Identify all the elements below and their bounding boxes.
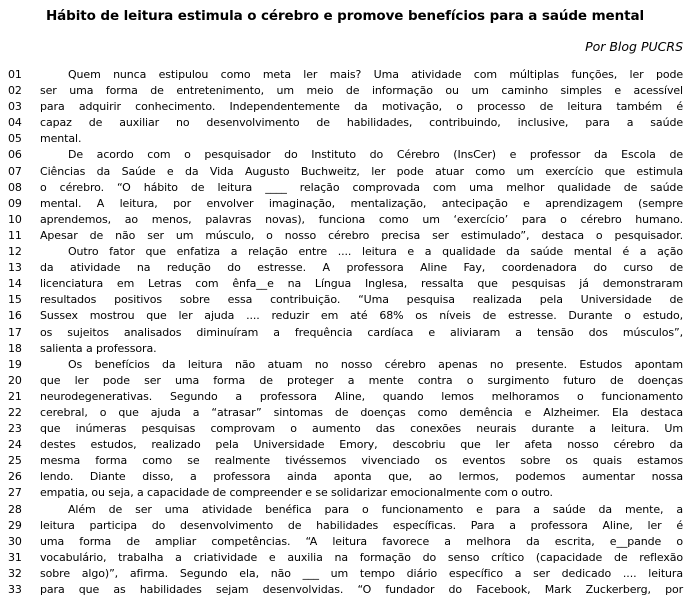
text-line-row [0, 421, 690, 437]
text-line-row [0, 292, 690, 308]
text-line-row [0, 469, 690, 485]
line-number: 23 [8, 422, 22, 436]
text-lines [0, 67, 690, 598]
line-number: 15 [8, 293, 22, 307]
line-number: 26 [8, 470, 22, 484]
line-text: mental. A leitura, por envolver imaginação, mentalização, antecipação e aprendizagem (sempre [40, 196, 683, 210]
text-line-row [0, 164, 690, 180]
text-line-row [0, 485, 690, 501]
line-text: uma forma de ampliar competências. “A leitura favorece a melhora da escrita, e__pande o [40, 534, 683, 548]
line-number: 09 [8, 196, 22, 210]
line-number: 33 [8, 583, 22, 596]
line-text: capaz de auxiliar no desenvolvimento de habilidades, contribuindo, inclusive, para a saúde [40, 116, 683, 130]
line-text: para adquirir conhecimento. Independentemente da motivação, o processo de leitura também é [40, 100, 683, 114]
line-number: 06 [8, 148, 22, 162]
line-text: Os benefícios da leitura não atuam no nosso cérebro apenas no presente. Estudos apontam [68, 357, 683, 371]
byline: Por Blog PUCRS [585, 39, 683, 54]
text-line-row [0, 99, 690, 115]
line-text: Ciências da Saúde e da Vida Augusto Buchweitz, ler pode atuar como um exercício que estimula [40, 164, 683, 178]
line-text: mesma forma como se realmente tivéssemos vivenciado os eventos sobre os quais estamos [40, 454, 683, 468]
line-number: 20 [8, 373, 22, 387]
text-line-row [0, 212, 690, 228]
line-number: 27 [8, 486, 22, 500]
line-number: 05 [8, 132, 22, 146]
text-line-row [0, 83, 690, 99]
line-text: vocabulário, trabalha a criatividade e auxilia na formação do senso crítico (capacidade de reflexão [40, 550, 683, 564]
line-number: 02 [8, 84, 22, 98]
text-line-row [0, 550, 690, 566]
line-number: 07 [8, 164, 22, 178]
text-line-row [0, 325, 690, 341]
text-line-row [0, 308, 690, 324]
line-number: 13 [8, 261, 22, 275]
text-line-row [0, 437, 690, 453]
text-line-row [0, 566, 690, 582]
line-text: empatia, ou seja, a capacidade de compreender e se solidarizar emocionalmente com o outro. [40, 486, 553, 500]
line-text: De acordo com o pesquisador do Instituto do Cérebro (InsCer) e professor da Escola de [68, 148, 683, 162]
line-text: da atividade na redução do estresse. A professora Aline Fay, coordenadora do curso de [40, 261, 683, 275]
text-line-row [0, 453, 690, 469]
line-text: leitura participa do desenvolvimento de habilidades específicas. Para a professora Aline, ler é [40, 518, 683, 532]
line-text: neurodegenerativas. Segundo a professora Aline, quando lemos melhoramos o funcionamento [40, 389, 683, 403]
line-text: que inúmeras pesquisas comprovam o aumento das conexões neurais durante a leitura. Um [40, 422, 683, 436]
line-number: 08 [8, 180, 22, 194]
text-line-row [0, 341, 690, 357]
line-text: que ler pode ser uma forma de proteger a mente contra o surgimento futuro de doenças [40, 373, 683, 387]
line-number: 19 [8, 357, 22, 371]
text-line-row [0, 582, 690, 598]
line-number: 25 [8, 454, 22, 468]
line-number: 30 [8, 534, 22, 548]
line-text: Além de ser uma atividade benéfica para o funcionamento e para a saúde da mente, a [68, 502, 683, 516]
line-text: os sujeitos analisados diminuíram a frequência cardíaca e aliviaram a tensão dos músculos”, [40, 325, 683, 339]
line-text: Outro fator que enfatiza a relação entre .... leitura e a qualidade da saúde mental é a ação [68, 245, 683, 259]
line-number: 03 [8, 100, 22, 114]
line-text: lendo. Diante disso, a professora ainda aponta que, ao lermos, podemos aumentar nossa [40, 470, 683, 484]
line-number: 32 [8, 566, 22, 580]
line-number: 10 [8, 212, 22, 226]
page-title: Hábito de leitura estimula o cérebro e promove benefícios para a saúde mental [45, 8, 645, 24]
text-line-row [0, 534, 690, 550]
text-line-row [0, 405, 690, 421]
line-text: destes estudos, realizado pela Universidade Emory, descobriu que ler afeta nosso cérebro da [40, 438, 683, 452]
text-line-row [0, 244, 690, 260]
line-text: ser uma forma de entretenimento, um meio de informação ou um caminho simples e acessível [40, 84, 683, 98]
text-line-row [0, 357, 690, 373]
line-number: 18 [8, 341, 22, 355]
line-text: para que as habilidades sejam desenvolvidas. “O fundador do Facebook, Mark Zuckerberg, por [40, 583, 683, 596]
line-number: 11 [8, 228, 22, 242]
text-line-row [0, 115, 690, 131]
line-number: 21 [8, 389, 22, 403]
text-line-row [0, 67, 690, 83]
text-line-row [0, 147, 690, 163]
line-number: 04 [8, 116, 22, 130]
line-text: o cérebro. “O hábito de leitura ____ relação comprovada com uma melhor qualidade de saúde [40, 180, 683, 194]
line-number: 24 [8, 438, 22, 452]
line-number: 17 [8, 325, 22, 339]
text-line-row [0, 502, 690, 518]
text-line-row [0, 276, 690, 292]
line-number: 14 [8, 277, 22, 291]
line-text: salienta a professora. [40, 341, 157, 355]
line-text: Quem nunca estipulou como meta ler mais? Uma atividade com múltiplas funções, ler pode [68, 68, 683, 81]
line-text: Apesar de não ser um músculo, o nosso cérebro precisa ser estimulado”, destaca o pesquisador. [40, 228, 683, 242]
text-line-row [0, 518, 690, 534]
line-text: mental. [40, 132, 82, 146]
text-line-row [0, 389, 690, 405]
line-text: resultados positivos sobre essa contribuição. “Uma pesquisa realizada pela Universidade de [40, 293, 683, 307]
line-number: 22 [8, 405, 22, 419]
line-number: 29 [8, 518, 22, 532]
line-number: 31 [8, 550, 22, 564]
line-number: 28 [8, 502, 22, 516]
text-line-row [0, 373, 690, 389]
line-text: Sussex mostrou que ler ajuda .... reduzir em até 68% os níveis de estresse. Durante o estudo, [40, 309, 683, 323]
line-text: sobre algo)”, afirma. Segundo ela, não ___ um tempo diário específico a ser dedicado .... leitura [40, 566, 683, 580]
text-line-row [0, 196, 690, 212]
line-text: cerebral, o que ajuda a “atrasar” sintomas de doenças como demência e Alzheimer. Ela destaca [40, 405, 683, 419]
line-text: licenciatura em Letras com ênfa__e na Língua Inglesa, ressalta que pesquisas já demonstraram [40, 277, 683, 291]
text-line-row [0, 180, 690, 196]
text-line-row [0, 228, 690, 244]
line-number: 01 [8, 68, 22, 81]
text-line-row [0, 260, 690, 276]
line-text: aprendemos, ao menos, palavras novas), funciona como um ‘exercício’ para o cérebro humano. [40, 212, 683, 226]
text-line-row [0, 131, 690, 147]
line-number: 12 [8, 245, 22, 259]
line-number: 16 [8, 309, 22, 323]
